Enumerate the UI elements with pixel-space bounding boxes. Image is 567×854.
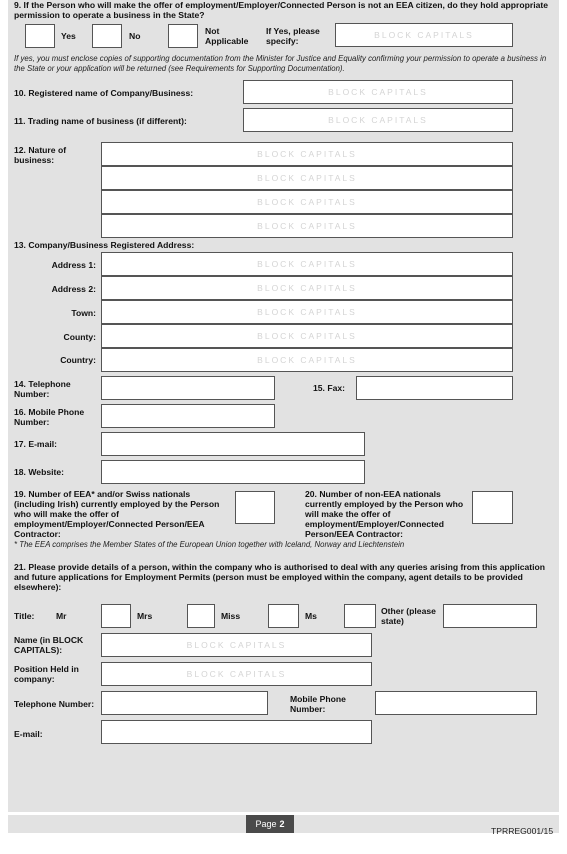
q13-title: 13. Company/Business Registered Address: [14, 240, 195, 250]
registered-name-input[interactable]: BLOCK CAPITALS [243, 80, 513, 104]
eea-nationals-count-input[interactable] [235, 491, 275, 524]
miss-label: Miss [221, 611, 241, 621]
county-input[interactable]: BLOCK CAPITALS [101, 324, 513, 348]
nature-of-business-line-4[interactable]: BLOCK CAPITALS [101, 214, 513, 238]
ms-label: Ms [305, 611, 317, 621]
q9-specify-input[interactable]: BLOCK CAPITALS [335, 23, 513, 47]
mobile-phone-input[interactable] [101, 404, 275, 428]
q18-label: 18. Website: [14, 467, 64, 477]
contact-mobile-label: Mobile Phone Number: [290, 694, 346, 714]
q9-yes-label: Yes [61, 31, 76, 41]
page-label: Page [255, 819, 277, 829]
q16-label: 16. Mobile Phone Number: [14, 407, 85, 427]
q11-label: 11. Trading name of business (if different): [14, 116, 187, 126]
q9-note: If yes, you must enclose copies of supporting documentation from the Minister for Justice and Equality confirming your permission to operate a business in the State or your application will be returned (see Requirements for Supporting Documentation). [14, 54, 547, 73]
other-label: Other (please state) [381, 606, 436, 626]
q12-label: 12. Nature of business: [14, 145, 67, 165]
q21-question: 21. Please provide details of a person, within the company who is authorised to deal with any queries arising from this application and future applications for Employment Permits (person must be employed within the company, agent details to be provided elsewhere): [14, 562, 546, 592]
q19-label: 19. Number of EEA* and/or Swiss nationals (including Irish) currently employed by the Person who will make the offer of employment/Employer/Connected Person/EEA Contractor: [14, 489, 220, 539]
q9-specify-label: If Yes, please specify: [266, 26, 320, 46]
contact-telephone-label: Telephone Number: [14, 699, 95, 709]
country-input[interactable]: BLOCK CAPITALS [101, 348, 513, 372]
q9-no-checkbox[interactable] [92, 24, 122, 48]
contact-mobile-input[interactable] [375, 691, 537, 715]
trading-name-input[interactable]: BLOCK CAPITALS [243, 108, 513, 132]
contact-name-label: Name (in BLOCK CAPITALS): [14, 635, 84, 655]
address1-label: Address 1: [51, 260, 96, 270]
nature-of-business-line-3[interactable]: BLOCK CAPITALS [101, 190, 513, 214]
email-input[interactable] [101, 432, 365, 456]
address2-input[interactable]: BLOCK CAPITALS [101, 276, 513, 300]
title-label: Title: [14, 611, 35, 621]
ms-checkbox[interactable] [344, 604, 376, 628]
contact-email-input[interactable] [101, 720, 372, 744]
website-input[interactable] [101, 460, 365, 484]
q14-label: 14. Telephone Number: [14, 379, 71, 399]
q9-not-applicable-checkbox[interactable] [168, 24, 198, 48]
town-label: Town: [71, 308, 96, 318]
q9-no-label: No [129, 31, 141, 41]
mrs-checkbox[interactable] [187, 604, 215, 628]
miss-checkbox[interactable] [268, 604, 299, 628]
page-number: 2 [279, 819, 285, 829]
county-label: County: [63, 332, 96, 342]
non-eea-nationals-count-input[interactable] [472, 491, 513, 524]
contact-email-label: E-mail: [14, 729, 43, 739]
q10-label: 10. Registered name of Company/Business: [14, 88, 194, 98]
mr-label: Mr [56, 611, 67, 621]
address1-input[interactable]: BLOCK CAPITALS [101, 252, 513, 276]
contact-name-input[interactable]: BLOCK CAPITALS [101, 633, 372, 657]
q9-not-applicable-label: Not Applicable [205, 26, 249, 46]
other-title-input[interactable] [443, 604, 537, 628]
fax-input[interactable] [356, 376, 513, 400]
address2-label: Address 2: [51, 284, 96, 294]
q9-question: 9. If the Person who will make the offer of employment/Employer/Connected Person is not an EEA citizen, do they hold appropriate permission to operate a business in the State? [14, 0, 549, 20]
nature-of-business-line-1[interactable]: BLOCK CAPITALS [101, 142, 513, 166]
country-label: Country: [60, 355, 96, 365]
form-code: TPRREG001/15 [491, 826, 554, 836]
position-label: Position Held in company: [14, 664, 79, 684]
telephone-input[interactable] [101, 376, 275, 400]
eea-note: * The EEA comprises the Member States of the European Union together with Iceland, Norway and Liechtenstein [14, 540, 405, 549]
q17-label: 17. E-mail: [14, 439, 57, 449]
mr-checkbox[interactable] [101, 604, 131, 628]
mrs-label: Mrs [137, 611, 153, 621]
position-input[interactable]: BLOCK CAPITALS [101, 662, 372, 686]
q15-label: 15. Fax: [313, 383, 346, 393]
town-input[interactable]: BLOCK CAPITALS [101, 300, 513, 324]
page-indicator [246, 815, 294, 833]
q9-yes-checkbox[interactable] [25, 24, 55, 48]
nature-of-business-line-2[interactable]: BLOCK CAPITALS [101, 166, 513, 190]
q20-label: 20. Number of non-EEA nationals currently employed by the Person who will make the offer of employment/Employer/Connected Person/EEA Contractor: [305, 489, 464, 539]
contact-telephone-input[interactable] [101, 691, 268, 715]
